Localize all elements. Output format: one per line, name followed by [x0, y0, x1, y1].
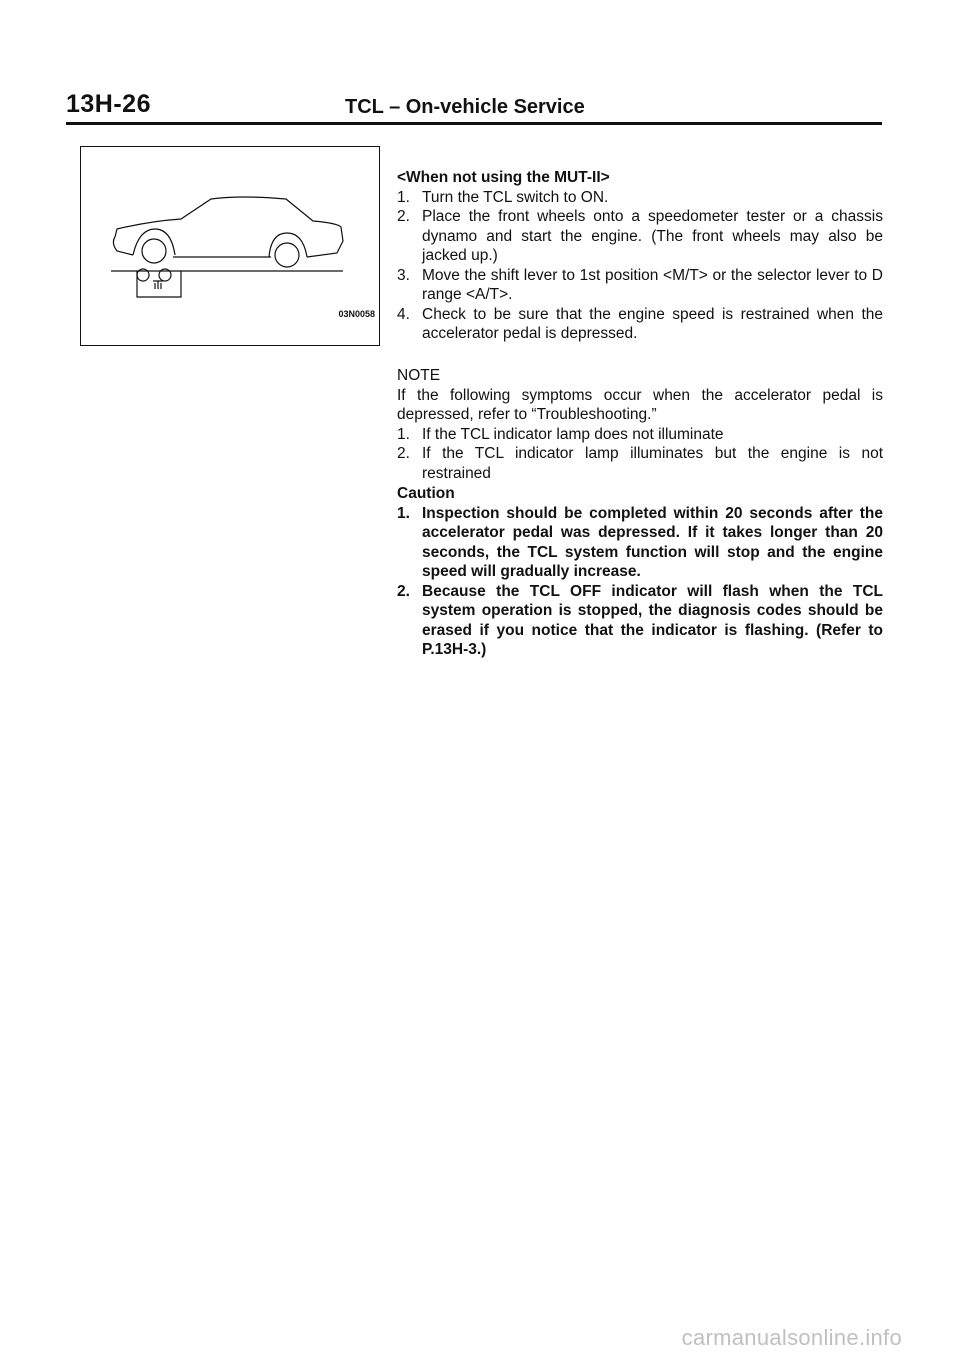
note-section	[397, 366, 883, 483]
caution-label: Caution	[397, 485, 455, 502]
car-on-tester-figure	[80, 146, 380, 346]
step-text: Place the front wheels onto a speedometer tester or a chassis dynamo and start the engine. (The front wheels may also be jacked up.)	[422, 208, 883, 264]
step-text: Turn the TCL switch to ON.	[422, 188, 609, 206]
procedure-section	[397, 168, 883, 344]
item-number: 1.	[397, 504, 410, 522]
step-number: 2.	[397, 208, 410, 225]
list-item	[397, 266, 883, 305]
step-number: 3.	[397, 266, 410, 284]
item-text: Because the TCL OFF indicator will flash when the TCL system operation is stopped, the diagnosis codes should be erased if you notice that the indicator is flashing. (Refer to P.13H-3.)	[422, 582, 883, 658]
item-number: 2.	[397, 445, 410, 462]
note-label: NOTE	[397, 367, 441, 384]
step-text: Check to be sure that the engine speed is restrained when the accelerator pedal is depressed.	[422, 305, 883, 342]
item-text: If the TCL indicator lamp does not illuminate	[422, 425, 724, 443]
step-text: Move the shift lever to 1st position <M/T> or the selector lever to D range <A/T>.	[422, 266, 883, 303]
step-number: 4.	[397, 305, 410, 323]
procedure-steps	[397, 188, 883, 344]
page-number: 13H-26	[66, 90, 151, 118]
item-number: 1.	[397, 425, 410, 443]
list-item	[397, 207, 883, 266]
list-item	[397, 188, 883, 208]
header-rule	[66, 122, 882, 125]
watermark: carmanualsonline.info	[681, 1325, 902, 1350]
list-item	[397, 582, 883, 660]
list-item	[397, 504, 883, 582]
procedure-heading: <When not using the MUT-II>	[397, 169, 610, 186]
note-items	[397, 425, 883, 484]
note-text: If the following symptoms occur when the accelerator pedal is depressed, refer to “Troubleshooting.”	[397, 386, 883, 423]
item-number: 2.	[397, 582, 410, 600]
list-item	[397, 444, 883, 483]
car-illustration	[81, 147, 379, 345]
caution-items	[397, 504, 883, 660]
item-text: If the TCL indicator lamp illuminates but the engine is not restrained	[422, 445, 883, 482]
item-text: Inspection should be completed within 20 seconds after the accelerator pedal was depressed. If it takes longer than 20 seconds, the TCL system function will stop and the engine speed will gradually increase.	[422, 504, 883, 580]
caution-section	[397, 484, 883, 660]
list-item	[397, 425, 883, 445]
figure-code: 03N0058	[338, 309, 375, 319]
step-number: 1.	[397, 188, 410, 206]
list-item	[397, 305, 883, 344]
section-title: TCL – On-vehicle Service	[345, 96, 585, 118]
